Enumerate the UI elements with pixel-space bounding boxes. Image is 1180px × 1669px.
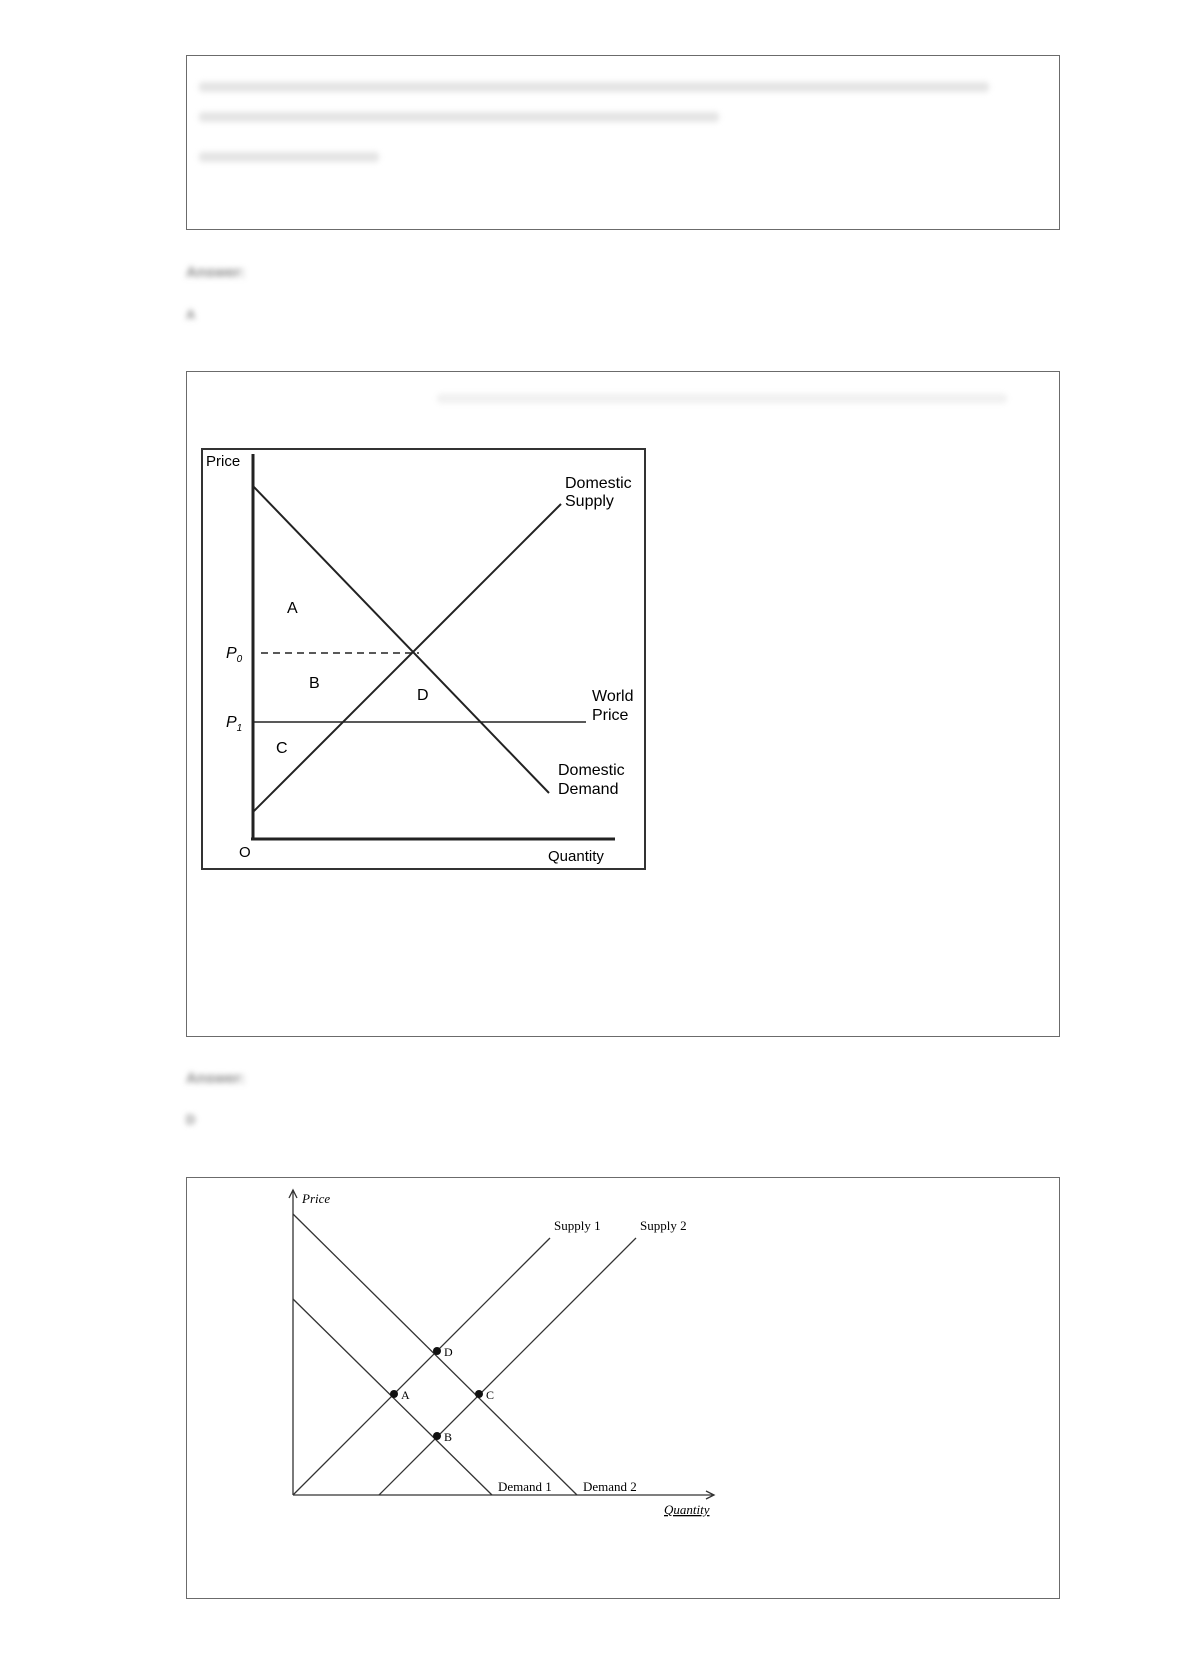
supply-1-curve bbox=[293, 1238, 550, 1495]
blurred-text-line bbox=[199, 82, 989, 92]
area-d-label: D bbox=[417, 687, 429, 704]
price-axis-label: Price bbox=[302, 1191, 331, 1206]
point-d-marker bbox=[433, 1347, 441, 1355]
answer-value-2: D bbox=[186, 1112, 196, 1127]
world-price-label-2: Price bbox=[592, 707, 629, 724]
question-card-2 bbox=[186, 371, 1060, 1037]
answer-label-2: Answer: bbox=[186, 1070, 246, 1087]
supply-2-curve bbox=[379, 1238, 636, 1495]
price-axis-label: Price bbox=[206, 453, 241, 470]
answer-value-1: A bbox=[186, 307, 196, 322]
domestic-supply-label-1: Domestic bbox=[565, 475, 632, 492]
supply-1-label: Supply 1 bbox=[554, 1218, 601, 1233]
demand-1-label: Demand 1 bbox=[498, 1479, 552, 1494]
area-a-label: A bbox=[287, 600, 298, 617]
point-b-marker bbox=[433, 1432, 441, 1440]
demand-2-label: Demand 2 bbox=[583, 1479, 637, 1494]
quantity-axis-label: Quantity bbox=[548, 848, 604, 865]
point-a-marker bbox=[390, 1390, 398, 1398]
p0-label: $P_0$ bbox=[226, 645, 243, 665]
question-card-1 bbox=[186, 55, 1060, 230]
world-price-diagram bbox=[201, 448, 651, 878]
area-b-label: B bbox=[309, 675, 320, 692]
world-price-label-1: World bbox=[592, 688, 634, 705]
point-d-label: D bbox=[444, 1345, 453, 1359]
origin-label: O bbox=[239, 844, 251, 861]
domestic-supply-label-2: Supply bbox=[565, 493, 614, 510]
answer-label-1: Answer: bbox=[186, 264, 246, 281]
supply-demand-shift-diagram bbox=[187, 1178, 1061, 1598]
point-c-marker bbox=[475, 1390, 483, 1398]
domestic-demand-label-1: Domestic bbox=[558, 762, 625, 779]
p1-label: $P_1$ bbox=[226, 714, 243, 734]
blurred-text-line bbox=[199, 152, 379, 162]
point-a-label: A bbox=[401, 1388, 410, 1402]
area-c-label: C bbox=[276, 740, 288, 757]
blurred-text-line bbox=[437, 394, 1007, 403]
domestic-demand-label-2: Demand bbox=[558, 781, 619, 798]
diagram-frame bbox=[202, 449, 645, 869]
point-c-label: C bbox=[486, 1388, 495, 1402]
point-b-label: B bbox=[444, 1430, 453, 1444]
supply-2-label: Supply 2 bbox=[640, 1218, 687, 1233]
question-card-3 bbox=[186, 1177, 1060, 1599]
quantity-axis-label: Quantity bbox=[664, 1502, 710, 1517]
blurred-text-line bbox=[199, 112, 719, 122]
